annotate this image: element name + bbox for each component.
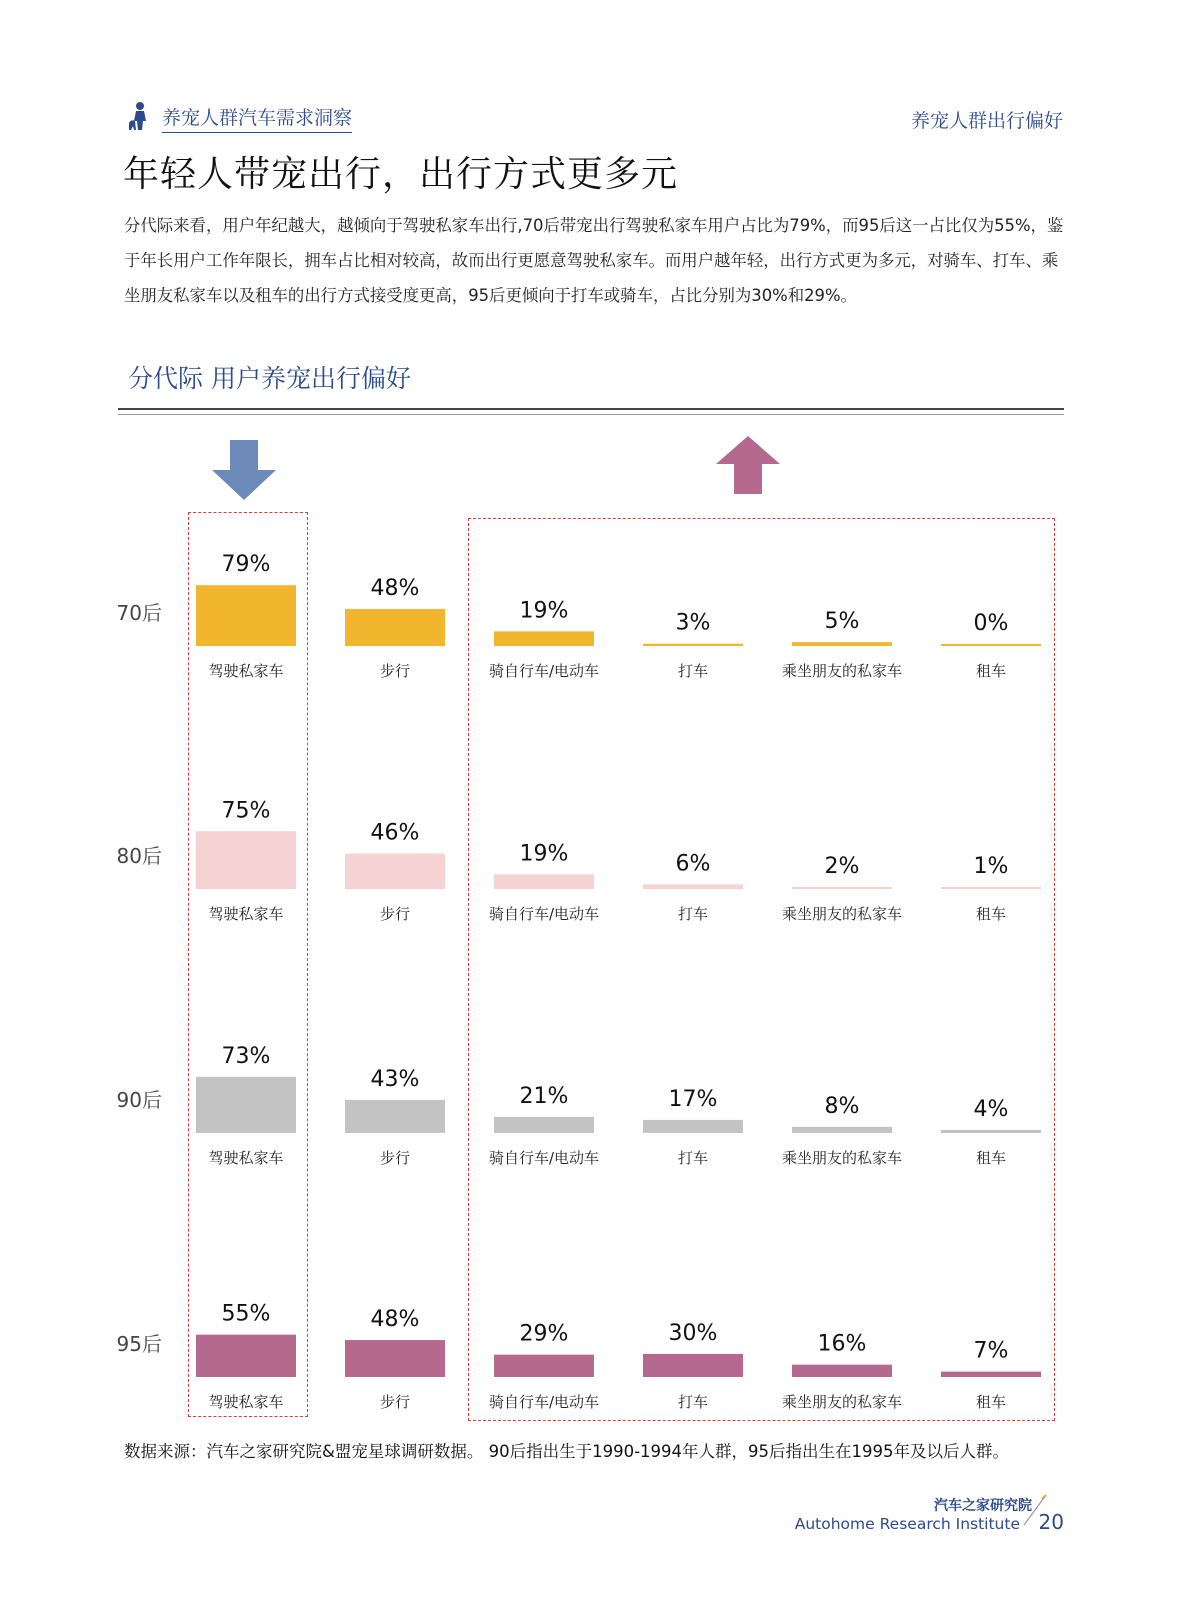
bar xyxy=(792,642,892,646)
data-label: 79% xyxy=(221,552,271,578)
bar xyxy=(196,1077,296,1133)
data-label: 48% xyxy=(370,576,420,602)
bar xyxy=(494,1117,594,1133)
data-label: 75% xyxy=(221,798,271,824)
category-label: 租车 xyxy=(975,905,1007,923)
bar xyxy=(643,644,743,646)
category-label: 乘坐朋友的私家车 xyxy=(781,662,903,680)
category-label: 打车 xyxy=(677,662,709,680)
data-label: 43% xyxy=(370,1066,420,1092)
bar xyxy=(494,631,594,646)
data-label: 19% xyxy=(519,598,569,624)
data-label: 73% xyxy=(221,1043,271,1069)
row-label: 90后 xyxy=(116,1088,162,1112)
category-label: 骑自行车/电动车 xyxy=(488,662,600,680)
category-label: 租车 xyxy=(975,1149,1007,1167)
bar xyxy=(792,1127,892,1133)
category-label: 骑自行车/电动车 xyxy=(488,905,600,923)
data-label: 55% xyxy=(221,1301,271,1327)
category-label: 驾驶私家车 xyxy=(208,905,284,923)
data-label: 16% xyxy=(817,1331,867,1357)
category-label: 步行 xyxy=(379,662,411,680)
bar xyxy=(941,1372,1041,1377)
bar xyxy=(196,831,296,889)
brand-name-cn: 汽车之家研究院 xyxy=(934,1498,1032,1514)
bar xyxy=(345,1340,445,1377)
header-right-label: 养宠人群出行偏好 xyxy=(910,110,1063,132)
category-label: 乘坐朋友的私家车 xyxy=(781,1393,903,1411)
bar xyxy=(643,1120,743,1133)
category-label: 驾驶私家车 xyxy=(208,1393,284,1411)
bar xyxy=(196,585,296,646)
bar xyxy=(494,874,594,889)
data-label: 17% xyxy=(668,1086,718,1112)
category-label: 租车 xyxy=(975,1393,1007,1411)
category-label: 打车 xyxy=(677,905,709,923)
data-label: 5% xyxy=(824,609,860,635)
data-label: 46% xyxy=(370,820,420,846)
brand-name-en: Autohome Research Institute xyxy=(794,1515,1020,1533)
category-label: 步行 xyxy=(379,905,411,923)
page-number: 20 xyxy=(1038,1510,1064,1534)
category-label: 骑自行车/电动车 xyxy=(488,1149,600,1167)
data-label: 7% xyxy=(973,1338,1009,1364)
bar xyxy=(345,609,445,646)
header-left-label: 养宠人群汽车需求洞察 xyxy=(162,103,352,133)
category-label: 步行 xyxy=(379,1393,411,1411)
page-title: 年轻人带宠出行，出行方式更多元 xyxy=(123,154,679,195)
category-label: 乘坐朋友的私家车 xyxy=(781,1149,903,1167)
bar xyxy=(792,1365,892,1377)
bar xyxy=(494,1355,594,1377)
data-label: 8% xyxy=(824,1093,860,1119)
bar xyxy=(196,1335,296,1377)
data-label: 29% xyxy=(519,1321,569,1347)
bar xyxy=(345,1100,445,1133)
bar xyxy=(941,887,1041,889)
bar xyxy=(345,854,445,889)
category-label: 步行 xyxy=(379,1149,411,1167)
data-label: 3% xyxy=(675,610,711,636)
bar xyxy=(792,887,892,889)
data-label: 21% xyxy=(519,1083,569,1109)
bar xyxy=(941,644,1041,646)
intro-paragraph: 分代际来看，用户年纪越大，越倾向于驾驶私家车出行,70后带宠出行驾驶私家车用户占比为79%，而95后这一占比仅为55%，鉴于年长用户工作年限长，拥车占比相对较高，故而出行更愿意驾驶私家车。而用户越年轻，出行方式更为多元，对骑车、打车、乘坐朋友私家车以及租车的出行方式接受度更高，95后更倾向于打车或骑车，占比分别为30%和29%。 xyxy=(124,216,1064,305)
row-label: 80后 xyxy=(116,844,162,868)
data-source-note: 数据来源：汽车之家研究院&盟宠星球调研数据。 90后指出生于1990-1994年人群，95后指出生在1995年及以后人群。 xyxy=(124,1442,1010,1461)
category-label: 骑自行车/电动车 xyxy=(488,1393,600,1411)
category-label: 驾驶私家车 xyxy=(208,1149,284,1167)
bar xyxy=(941,1130,1041,1133)
category-label: 驾驶私家车 xyxy=(208,662,284,680)
data-label: 30% xyxy=(668,1320,718,1346)
data-label: 6% xyxy=(675,851,711,877)
data-label: 2% xyxy=(824,854,860,879)
row-label: 70后 xyxy=(116,601,162,625)
data-label: 1% xyxy=(973,854,1009,879)
data-label: 19% xyxy=(519,841,569,867)
category-label: 乘坐朋友的私家车 xyxy=(781,905,903,923)
data-label: 0% xyxy=(973,611,1009,636)
category-label: 租车 xyxy=(975,662,1007,680)
bar xyxy=(643,884,743,889)
bar xyxy=(643,1354,743,1377)
data-label: 48% xyxy=(370,1307,420,1333)
category-label: 打车 xyxy=(677,1149,709,1167)
category-label: 打车 xyxy=(677,1393,709,1411)
row-label: 95后 xyxy=(116,1332,162,1356)
data-label: 4% xyxy=(973,1096,1009,1122)
section-title: 分代际 用户养宠出行偏好 xyxy=(128,364,411,393)
